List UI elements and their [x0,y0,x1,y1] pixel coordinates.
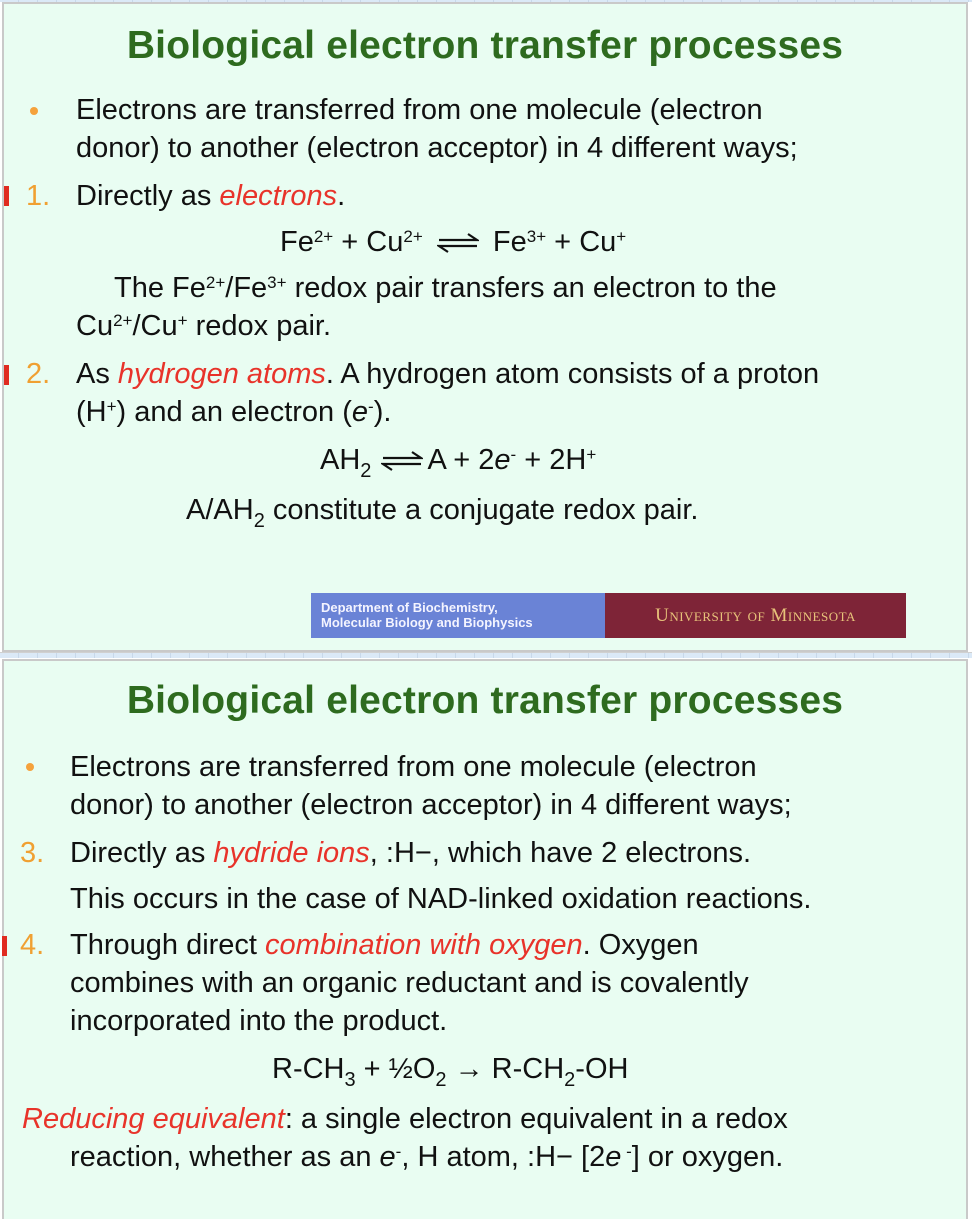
charge: 3+ [267,273,287,292]
text: , H atom, :H− [2 [401,1141,606,1173]
eq-term: Cu [366,226,404,258]
item-1-heading [76,178,345,214]
eq-charge: 3+ [526,227,547,246]
electron-symbol: e [351,396,369,428]
electron-symbol: e [379,1141,396,1173]
item-1-suffix: . [337,180,346,212]
charge: 2+ [205,273,226,292]
item-2-pair-line [186,492,699,532]
item-1-desc-line-2 [76,308,331,344]
text: A/AH [186,494,254,526]
item-4-line-3: incorporated into the product. [70,1005,448,1037]
item-4-prefix: Through direct [70,929,266,961]
bullet-icon [30,107,38,115]
charge: + [177,311,188,330]
item-3-heading [70,835,751,871]
electron-symbol: e [605,1141,622,1173]
item-2-emphasis: hydrogen atoms [117,358,326,390]
department-logo [311,593,906,638]
item-3-line-2: This occurs in the case of NAD-linked oxidation reactions. [70,883,812,915]
slide-title: Biological electron transfer processes [126,24,844,67]
eq-term: R-CH [272,1053,345,1085]
slide-title: Biological electron transfer processes [126,679,844,722]
eq-charge: + [586,445,597,464]
item-4-suffix: . Oxygen [582,929,699,961]
department-name [311,593,605,638]
dept-line-2: Molecular Biology and Biophysics [321,615,533,630]
item-number: 4. [20,929,45,961]
intro-line-1: Electrons are transferred from one molecule (electron [70,751,757,783]
red-tab-marker [4,186,9,206]
text: ] or oxygen. [631,1141,784,1173]
definition-line-2 [70,1139,783,1175]
item-4-heading [70,927,699,963]
eq-plus: + [333,226,367,258]
item-3-emphasis: hydride ions [213,837,370,869]
charge: - [621,1142,632,1161]
eq-term: Fe [492,226,527,258]
item-3-prefix: Directly as [70,837,214,869]
text: (H [76,396,107,428]
intro-line-2: donor) to another (electron acceptor) in 4 different ways; [76,132,798,164]
definition-text: : a single electron equivalent in a redox [284,1103,788,1135]
electron-symbol: e [494,444,511,476]
eq-term: A + 2 [427,444,495,476]
eq-term: -OH [575,1053,629,1085]
text: redox pair. [187,310,332,342]
bullet-icon [26,763,34,771]
eq-charge: 2+ [403,227,423,246]
charge: 2+ [113,311,133,330]
item-1-desc-line-1 [114,270,777,306]
text: ). [373,396,392,428]
item-2-suffix: . A hydrogen atom consists of a proton [325,358,820,390]
charge: + [106,397,117,416]
text: ) and an electron ( [116,396,352,428]
university-name: University of Minnesota [605,593,906,638]
item-1-prefix: Directly as [76,180,220,212]
eq-term: Cu [579,226,617,258]
equation-3 [272,1051,629,1091]
slide-separator [0,652,972,658]
item-number: 3. [20,837,45,869]
equilibrium-arrows-icon [437,233,479,253]
eq-term: + ½O [355,1053,436,1085]
text: constitute a conjugate redox pair. [264,494,699,526]
text: Cu [76,310,114,342]
definition-line-1 [22,1101,788,1137]
equilibrium-arrows-icon [381,451,423,471]
eq-subscript: 3 [344,1069,356,1091]
intro-line-1: Electrons are transferred from one molecule (electron [76,94,763,126]
eq-charge: - [510,445,517,464]
equation-2 [320,442,597,482]
red-tab-marker [2,936,7,956]
eq-plus: + [546,226,580,258]
item-2-prefix: As [76,358,118,390]
item-number: 2. [26,358,51,390]
charge: - [368,397,374,416]
item-2-line-2 [76,394,391,430]
eq-term: R-CH [491,1053,565,1085]
text: /Fe [225,272,268,304]
eq-term: + 2H [516,444,587,476]
eq-charge: + [616,227,627,246]
equation-1 [280,224,626,260]
eq-subscript: 2 [435,1069,447,1091]
text: /Cu [132,310,178,342]
eq-subscript: 2 [360,460,372,482]
item-3-suffix: , :H−, which have 2 electrons. [369,837,752,869]
text: redox pair transfers an electron to the [286,272,777,304]
item-1-emphasis: electrons [219,180,338,212]
eq-term: Fe [280,226,314,258]
eq-subscript: 2 [564,1069,576,1091]
item-number: 1. [26,180,51,212]
slide-2 [2,659,968,1219]
slide-1 [2,2,968,652]
dept-line-1: Department of Biochemistry, [321,600,498,615]
item-4-line-2: combines with an organic reductant and is covalently [70,967,749,999]
definition-term: Reducing equivalent [22,1103,285,1135]
text: reaction, whether as an [70,1141,380,1173]
reaction-arrow-icon: → [446,1053,492,1085]
text: The Fe [114,272,206,304]
red-tab-marker [4,365,9,385]
item-2-heading [76,356,819,392]
item-4-emphasis: combination with oxygen [265,929,583,961]
eq-charge: 2+ [313,227,334,246]
charge: - [395,1142,402,1161]
intro-line-2: donor) to another (electron acceptor) in 4 different ways; [70,789,792,821]
eq-term: AH [320,444,361,476]
subscript: 2 [253,510,265,532]
